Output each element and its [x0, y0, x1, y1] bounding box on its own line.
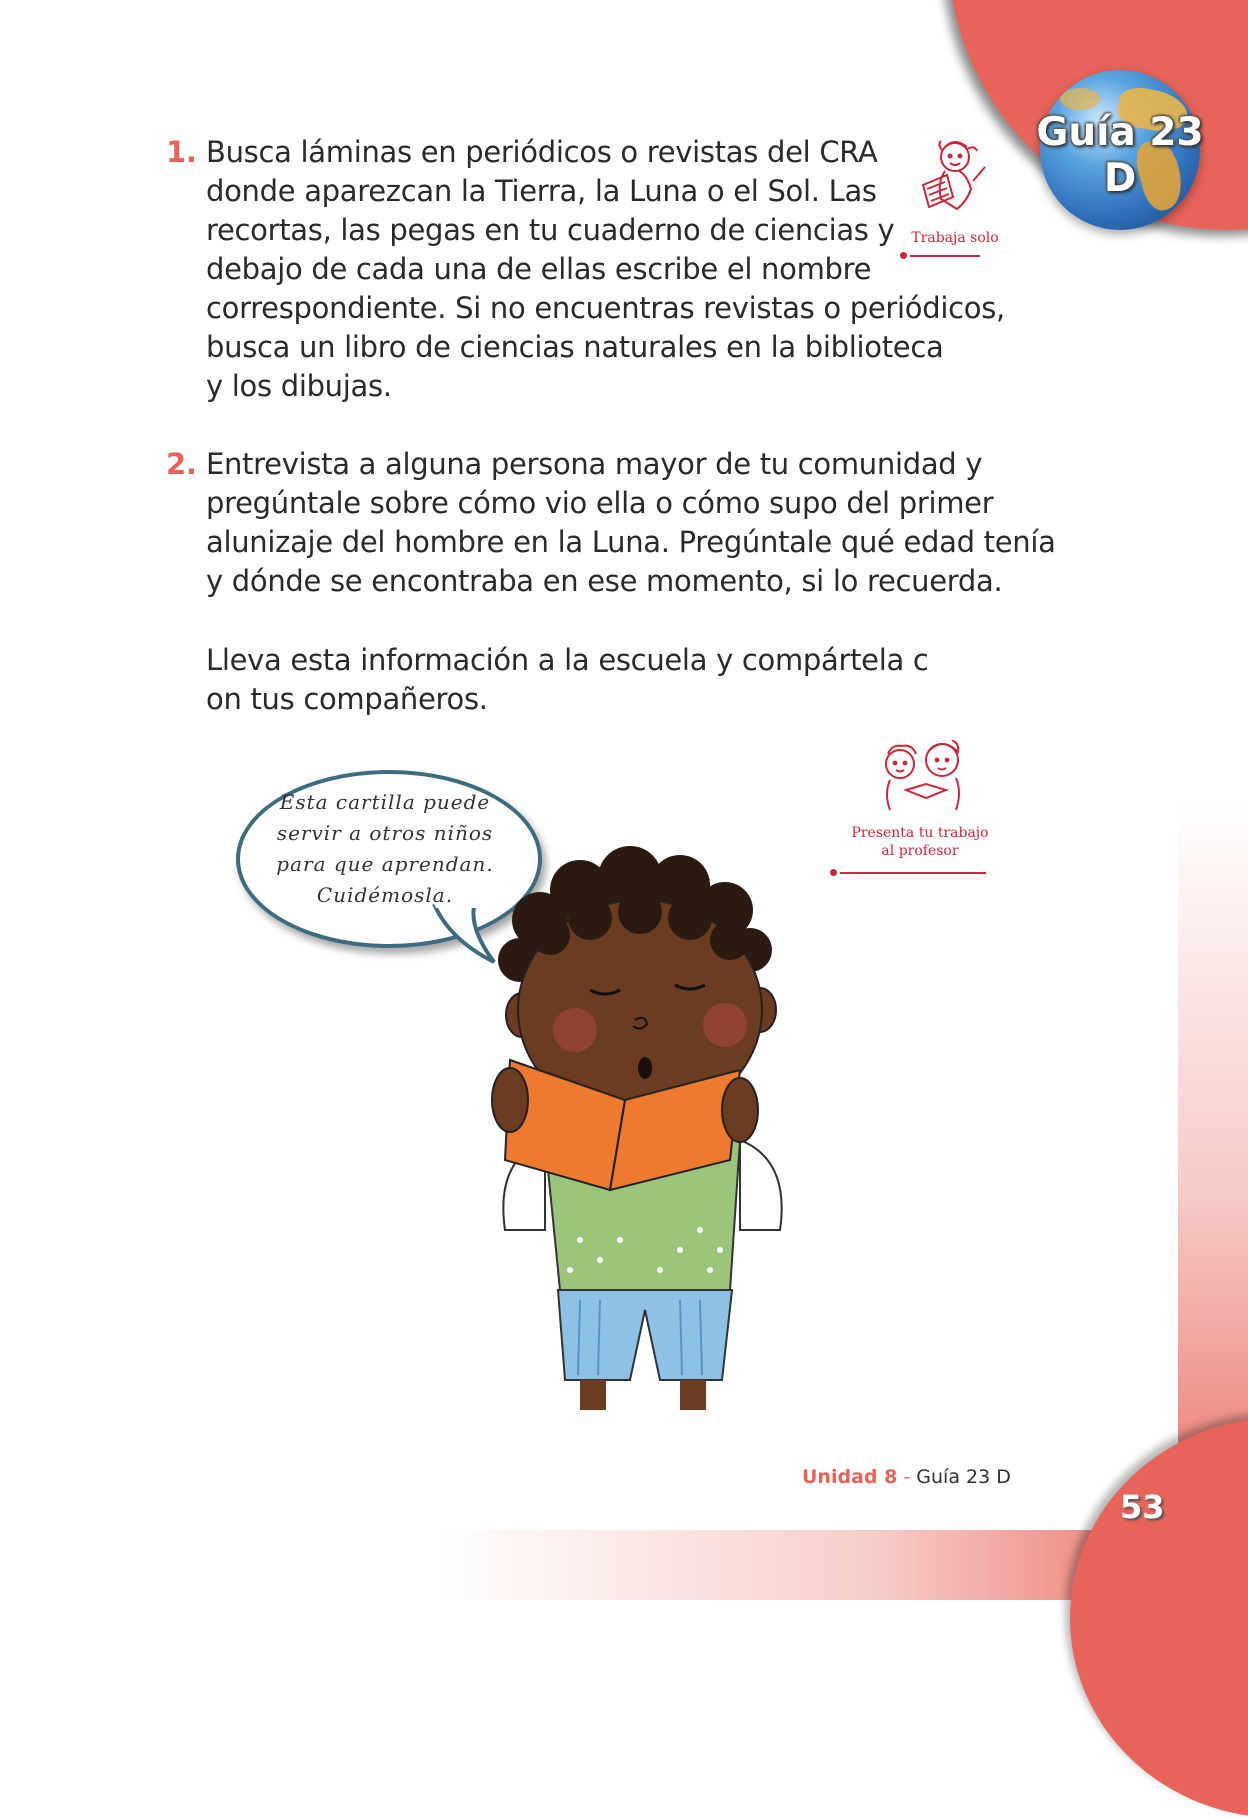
activity-text-line: y los dibujas.	[206, 369, 392, 403]
activity-1	[166, 133, 1005, 406]
activity-text-line: donde aparezcan la Tierra, la Luna o el Sol. Las	[206, 174, 877, 208]
activity-text-line: debajo de cada una de ellas escribe el nombre	[206, 252, 872, 286]
speech-bubble-line: para que aprendan.	[276, 852, 494, 876]
activity-number: 1.	[166, 135, 197, 169]
speech-bubble-line: Cuidémosla.	[316, 883, 454, 907]
child-reading-illustration	[440, 840, 820, 1420]
footer-separator: -	[903, 1466, 911, 1488]
guide-title-line2: D	[1103, 156, 1137, 201]
work-mode-profesor-label-2: al profesor	[881, 843, 959, 859]
children-presenting-icon	[860, 740, 980, 820]
activity-text-line: alunizaje del hombre en la Luna. Pregúntale qué edad tenía	[206, 525, 1056, 559]
bottom-gradient-band	[0, 1530, 1248, 1600]
corner-decoration-bottom	[1070, 1418, 1248, 1818]
divider-dot	[830, 869, 837, 876]
footer-guide: Guía 23 D	[916, 1466, 1011, 1488]
page-number: 53	[1120, 1488, 1165, 1526]
activity-text-line: on tus compañeros.	[206, 682, 488, 716]
work-mode-solo	[910, 135, 1000, 247]
footer	[802, 1466, 1011, 1488]
activity-2-extra	[206, 641, 929, 719]
footer-unit: Unidad 8	[802, 1466, 898, 1488]
activity-text-line: Entrevista a alguna persona mayor de tu comunidad y	[206, 447, 983, 481]
activity-text-line: correspondiente. Si no encuentras revistas o periódicos,	[206, 291, 1005, 325]
child-writing-icon	[915, 135, 995, 225]
guide-title-line1: Guía 23	[1036, 110, 1204, 155]
activity-text-line: Busca láminas en periódicos o revistas del CRA	[206, 135, 878, 169]
divider	[840, 872, 986, 874]
side-gradient-band	[1178, 0, 1248, 1600]
speech-bubble-line: Esta cartilla puede	[279, 790, 491, 814]
work-mode-profesor-label-1: Presenta tu trabajo	[851, 825, 989, 841]
activity-2	[166, 445, 1056, 601]
work-mode-solo-label: Trabaja solo	[911, 230, 999, 246]
work-mode-profesor	[840, 740, 1000, 860]
activity-text-line: Lleva esta información a la escuela y compártela c	[206, 643, 929, 677]
activity-text-line: busca un libro de ciencias naturales en la biblioteca	[206, 330, 944, 364]
activity-text-line: pregúntale sobre cómo vio ella o cómo supo del primer	[206, 486, 994, 520]
activity-text-line: recortas, las pegas en tu cuaderno de ciencias y	[206, 213, 895, 247]
guide-title	[1030, 110, 1210, 202]
speech-bubble-line: servir a otros niños	[276, 821, 494, 845]
activity-text-line: y dónde se encontraba en ese momento, si lo recuerda.	[206, 564, 1003, 598]
divider	[910, 255, 980, 257]
activity-number: 2.	[166, 447, 197, 481]
divider-dot	[900, 252, 907, 259]
